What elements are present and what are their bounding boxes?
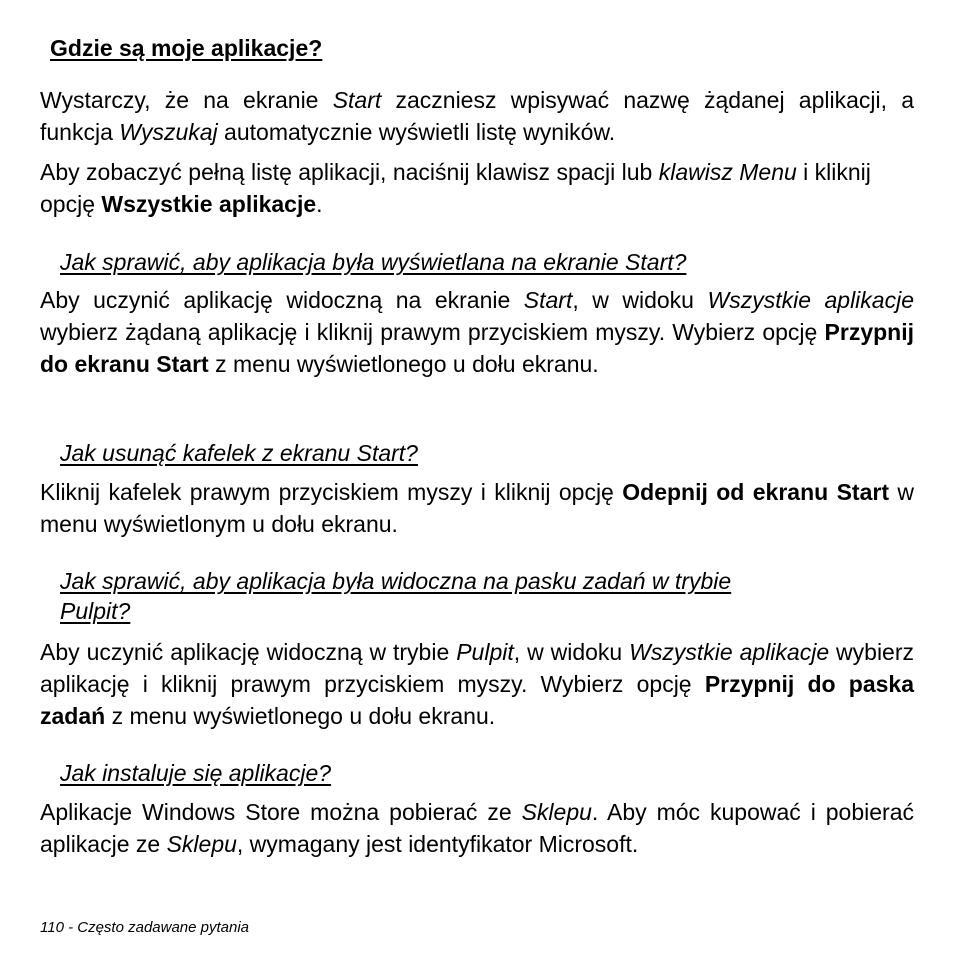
text-run-italic: Wszystkie aplikacje <box>707 287 914 313</box>
answer-paragraph-unpin-tile <box>40 476 914 540</box>
text-run-bold: Odepnij od ekranu Start <box>622 479 889 505</box>
question-line: Jak sprawić, aby aplikacja była widoczna na pasku zadań w trybie <box>60 568 732 594</box>
text-run: i kliknij opcję <box>40 159 871 217</box>
question-heading-install: Jak instaluje się aplikacje? <box>60 760 332 786</box>
question-heading-pin-start: Jak sprawić, aby aplikacja była wyświetlana na ekranie Start? <box>60 249 687 275</box>
text-run-italic: Sklepu <box>166 831 237 857</box>
text-run: Aby zobaczyć pełną listę aplikacji, naciśnij klawisz spacji lub <box>40 159 659 185</box>
answer-paragraph-install <box>40 796 914 860</box>
text-run: , w widoku <box>572 287 708 313</box>
text-run-italic: Start <box>332 87 382 113</box>
text-run: z menu wyświetlonego u dołu ekranu. <box>208 351 599 377</box>
text-run-italic: Wyszukaj <box>119 119 218 145</box>
text-run-italic: Pulpit <box>456 639 514 665</box>
text-run-bold: Przypnij do paska zadań <box>40 671 914 729</box>
text-run: zaczniesz wpisywać nazwę żądanej aplikacji, a funkcja <box>40 87 914 145</box>
text-run: w menu wyświetlonym u dołu ekranu. <box>40 479 914 537</box>
text-run: wybierz żądaną aplikację i kliknij prawym przyciskiem myszy. Wybierz opcję <box>40 319 825 345</box>
text-run-italic: Start <box>523 287 573 313</box>
text-run: Wystarczy, że na ekranie <box>40 87 333 113</box>
page-title: Gdzie są moje aplikacje? <box>50 35 323 61</box>
text-run: Aby uczynić aplikację widoczną na ekranie <box>40 287 524 313</box>
text-run-italic: Wszystkie aplikacje <box>629 639 830 665</box>
text-run-bold: Przypnij do ekranu Start <box>40 319 914 377</box>
page-footer: 110 - Często zadawane pytania <box>40 919 250 936</box>
question-heading-unpin-tile: Jak usunąć kafelek z ekranu Start? <box>60 440 418 466</box>
text-run: . <box>316 191 323 217</box>
text-run: Kliknij kafelek prawym przyciskiem myszy i kliknij opcję <box>40 479 623 505</box>
text-run: wybierz aplikację i kliknij prawym przyciskiem myszy. Wybierz opcję <box>40 639 915 697</box>
text-run: z menu wyświetlonego u dołu ekranu. <box>105 703 496 729</box>
text-run: , w widoku <box>513 639 630 665</box>
text-run: . Aby móc kupować i pobierać aplikacje ze <box>40 799 914 857</box>
text-run: Aby uczynić aplikację widoczną w trybie <box>40 639 457 665</box>
question-heading-taskbar <box>60 566 860 626</box>
text-run: , wymagany jest identyfikator Microsoft. <box>236 831 639 857</box>
text-run: Aplikacje Windows Store można pobierać ze <box>40 799 522 825</box>
text-run-bold: Wszystkie aplikacje <box>101 191 317 217</box>
question-line: Pulpit? <box>60 598 131 624</box>
text-run: automatycznie wyświetli listę wyników. <box>217 119 616 145</box>
answer-paragraph-taskbar <box>40 636 914 732</box>
text-run-italic: Sklepu <box>521 799 592 825</box>
intro-paragraph-1 <box>40 84 914 148</box>
intro-paragraph-2 <box>40 156 914 220</box>
text-run-italic: klawisz Menu <box>658 159 797 185</box>
answer-paragraph-pin-start <box>40 284 914 380</box>
